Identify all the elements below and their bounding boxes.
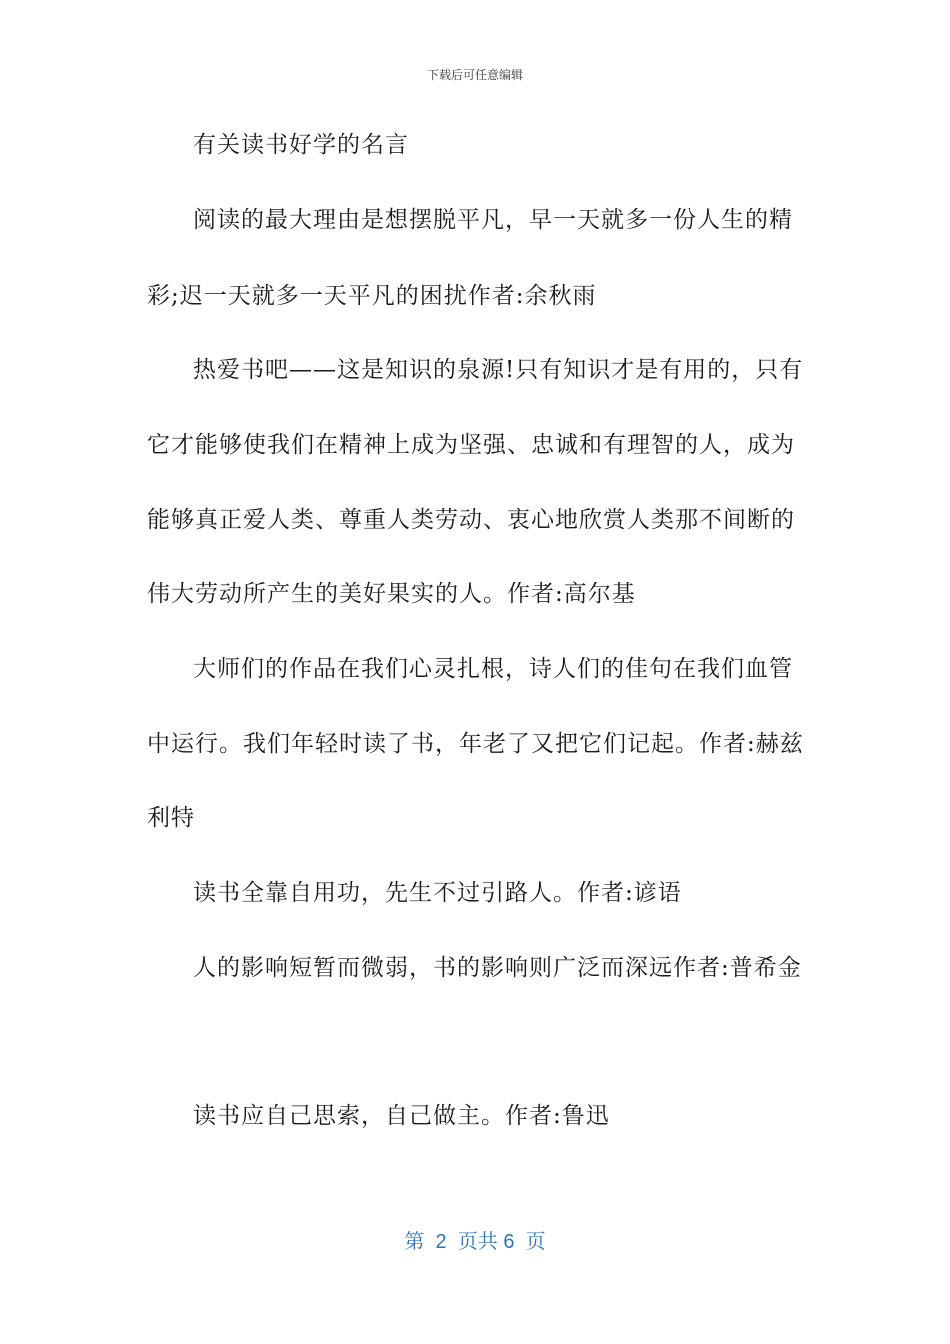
text-line: 人的影响短暂而微弱，书的影响则广泛而深远作者:普希金	[193, 955, 802, 981]
document-title: 有关读书好学的名言	[193, 132, 409, 158]
text-line: 热爱书吧——这是知识的泉源!只有知识才是有用的，只有	[193, 357, 804, 383]
text-line: 能够真正爱人类、尊重人类劳动、衷心地欣赏人类那不间断的	[147, 507, 795, 533]
text-line: 大师们的作品在我们心灵扎根，诗人们的佳句在我们血管	[193, 656, 793, 682]
page-header-note: 下载后可任意编辑	[426, 68, 523, 82]
text-line: 彩;迟一天就多一天平凡的困扰作者:余秋雨	[147, 283, 597, 309]
text-line: 伟大劳动所产生的美好果实的人。作者:高尔基	[147, 581, 636, 607]
text-line: 利特	[147, 805, 195, 831]
text-line: 阅读的最大理由是想摆脱平凡，早一天就多一份人生的精	[193, 207, 793, 233]
text-line: 读书全靠自用功，先生不过引路人。作者:谚语	[193, 880, 682, 906]
text-line: 中运行。我们年轻时读了书，年老了又把它们记起。作者:赫兹	[147, 731, 804, 757]
text-line: 它才能够使我们在精神上成为坚强、忠诚和有理智的人，成为	[147, 432, 795, 458]
page-number-footer: 第 2 页共 6 页	[404, 1231, 546, 1253]
text-line: 读书应自己思索，自己做主。作者:鲁迅	[193, 1103, 610, 1129]
